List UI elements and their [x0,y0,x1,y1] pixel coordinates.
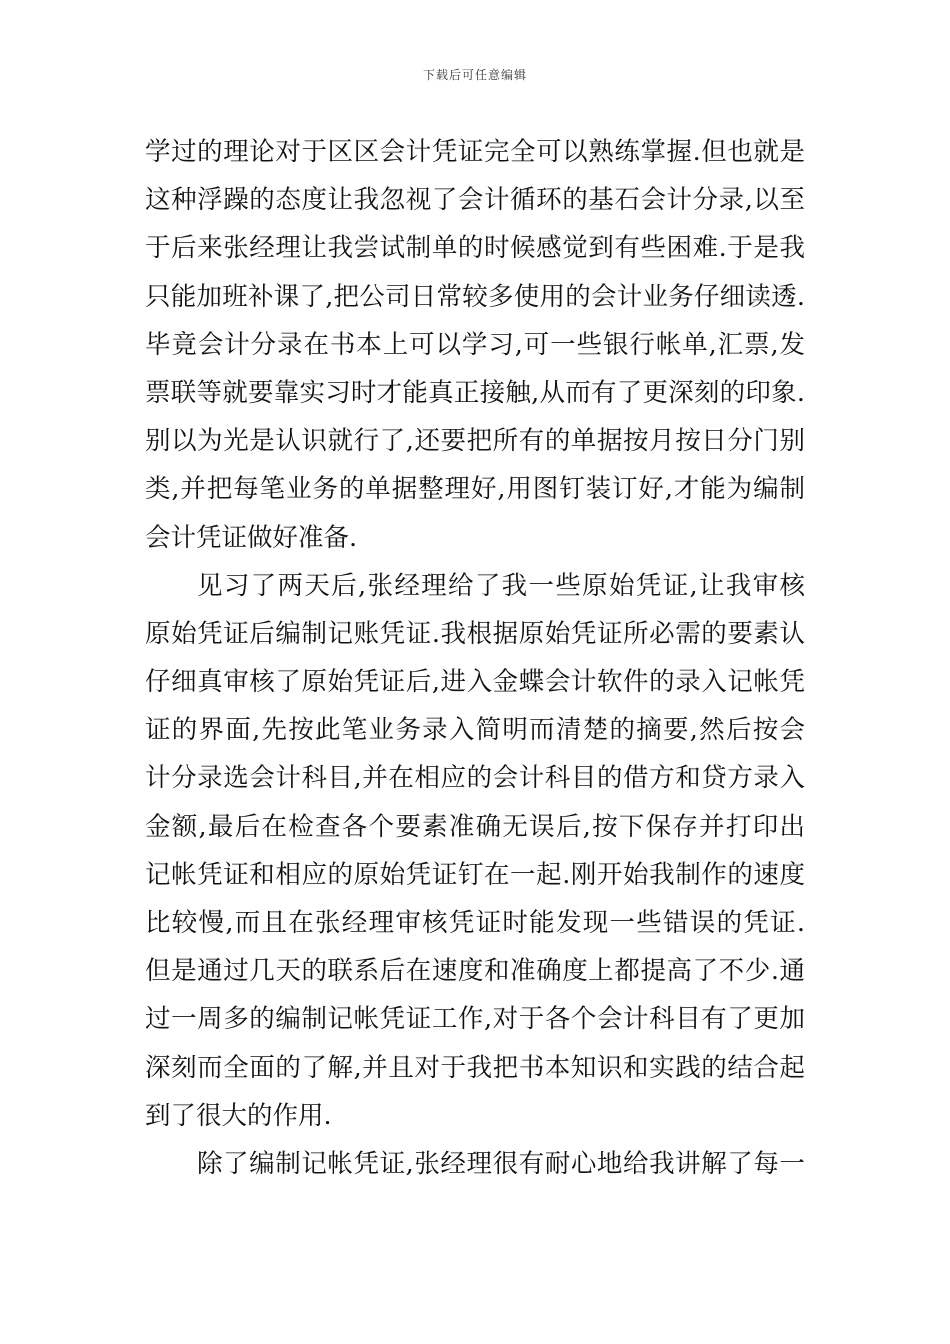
text-line: 原始凭证后编制记账凭证.我根据原始凭证所必需的要素认 [145,618,805,649]
text-line: 记帐凭证和相应的原始凭证钉在一起.刚开始我制作的速度 [145,859,805,890]
text-line: 学过的理论对于区区会计凭证完全可以熟练掌握.但也就是 [145,137,805,167]
text-line: 比较慢,而且在张经理审核凭证时能发现一些错误的凭证. [145,908,805,938]
text-line: 证的界面,先按此笔业务录入简明而清楚的摘要,然后按会 [145,715,805,746]
text-line: 但是通过几天的联系后在速度和准确度上都提高了不少.通 [145,956,805,987]
body-text [145,128,805,1188]
text-line: 票联等就要靠实习时才能真正接触,从而有了更深刻的印象. [145,377,805,408]
text-line: 别以为光是认识就行了,还要把所有的单据按月按日分门别 [145,426,805,457]
text-line: 金额,最后在检查各个要素准确无误后,按下保存并打印出 [145,811,805,842]
text-line: 仔细真审核了原始凭证后,进入金蝶会计软件的录入记帐凭 [145,667,805,698]
text-line: 只能加班补课了,把公司日常较多使用的会计业务仔细读透. [145,281,805,312]
text-line: 计分录选会计科目,并在相应的会计科目的借方和贷方录入 [145,763,805,794]
text-line: 深刻而全面的了解,并且对于我把书本知识和实践的结合起 [145,1052,805,1083]
text-line: 会计凭证做好准备. [145,522,358,553]
text-line: 于后来张经理让我尝试制单的时候感觉到有些困难.于是我 [145,233,805,264]
header-note: 下载后可任意编辑 [422,68,527,82]
paragraph-first-line: 见习了两天后,张经理给了我一些原始凭证,让我审核 [197,570,805,601]
paragraph-first-line: 除了编制记帐凭证,张经理很有耐心地给我讲解了每一 [197,1148,805,1179]
text-line: 这种浮躁的态度让我忽视了会计循环的基石会计分录,以至 [145,185,805,216]
text-line: 毕竟会计分录在书本上可以学习,可一些银行帐单,汇票,发 [145,329,805,360]
text-line: 类,并把每笔业务的单据整理好,用图钉装订好,才能为编制 [145,474,805,505]
text-line: 到了很大的作用. [145,1100,332,1131]
text-line: 过一周多的编制记帐凭证工作,对于各个会计科目有了更加 [145,1004,805,1035]
